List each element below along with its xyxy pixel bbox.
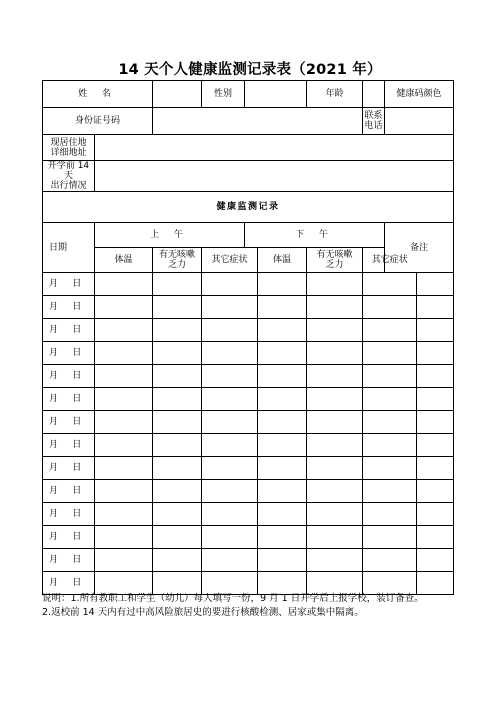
morning-header: 上 午	[95, 223, 245, 248]
morning-cough-cell[interactable]	[153, 411, 202, 434]
table-row	[43, 365, 454, 388]
day-date-cell[interactable]: 月 日	[43, 319, 95, 342]
day-date-cell[interactable]: 月 日	[43, 503, 95, 526]
morning-other-cell[interactable]	[202, 503, 258, 526]
table-row	[43, 434, 454, 457]
afternoon-header: 下 午	[245, 223, 385, 248]
afternoon-cough-header-line2: 乏力	[325, 260, 344, 270]
morning-other-cell[interactable]	[202, 411, 258, 434]
day-date-cell[interactable]: 月 日	[43, 434, 95, 457]
afternoon-other-cell[interactable]	[363, 434, 417, 457]
day-date-cell[interactable]: 月 日	[43, 526, 95, 549]
afternoon-other-header: 其它症状	[363, 248, 417, 273]
remark-cell[interactable]	[417, 503, 454, 526]
health-monitoring-table	[42, 80, 454, 595]
remark-cell[interactable]	[417, 296, 454, 319]
name-label: 姓 名	[43, 81, 153, 108]
afternoon-other-cell[interactable]	[363, 549, 417, 572]
afternoon-temp-cell[interactable]	[258, 434, 307, 457]
section-title: 健康监测记录	[43, 192, 454, 223]
afternoon-cough-cell[interactable]	[307, 388, 363, 411]
remark-cell[interactable]	[417, 457, 454, 480]
remark-cell[interactable]	[417, 526, 454, 549]
afternoon-cough-header-line1: 有无咳嗽	[316, 250, 353, 260]
morning-other-cell[interactable]	[202, 434, 258, 457]
address-label-line1: 现居住地	[50, 137, 87, 148]
afternoon-cough-cell[interactable]	[307, 296, 363, 319]
afternoon-temp-cell[interactable]	[258, 342, 307, 365]
morning-other-cell[interactable]	[202, 457, 258, 480]
contact-phone-field[interactable]	[385, 108, 454, 135]
morning-temp-cell[interactable]	[95, 503, 153, 526]
afternoon-cough-cell[interactable]	[307, 480, 363, 503]
contact-phone-label-line1: 联系	[364, 111, 383, 121]
table-row	[43, 319, 454, 342]
morning-cough-cell[interactable]	[153, 549, 202, 572]
table-row	[43, 273, 454, 296]
afternoon-other-cell[interactable]	[363, 457, 417, 480]
afternoon-cough-cell[interactable]	[307, 411, 363, 434]
morning-temp-cell[interactable]	[95, 388, 153, 411]
note-line-1: 说明：1.所有教职工和学生（幼儿）每人填写一份，9 月 1 日开学后上报学校，装订备查。	[42, 593, 424, 604]
remark-cell[interactable]	[417, 434, 454, 457]
morning-other-cell[interactable]	[202, 296, 258, 319]
afternoon-temp-cell[interactable]	[258, 365, 307, 388]
address-label	[43, 135, 95, 161]
gender-field[interactable]	[245, 81, 307, 108]
afternoon-temp-cell[interactable]	[258, 296, 307, 319]
day-date-cell[interactable]: 月 日	[43, 549, 95, 572]
morning-other-cell[interactable]	[202, 526, 258, 549]
morning-other-cell[interactable]	[202, 273, 258, 296]
morning-temp-cell[interactable]	[95, 434, 153, 457]
morning-cough-cell[interactable]	[153, 480, 202, 503]
morning-temp-cell[interactable]	[95, 411, 153, 434]
remark-cell[interactable]	[417, 411, 454, 434]
afternoon-cough-cell[interactable]	[307, 342, 363, 365]
afternoon-other-cell[interactable]	[363, 273, 417, 296]
note-line-2: 2.返校前 14 天内有过中高风险旅居史的要进行核酸检测、居家或集中隔离。	[42, 607, 364, 618]
day-date-cell[interactable]: 月 日	[43, 388, 95, 411]
day-date-cell[interactable]: 月 日	[43, 480, 95, 503]
afternoon-temp-cell[interactable]	[258, 273, 307, 296]
morning-cough-cell[interactable]	[153, 388, 202, 411]
afternoon-cough-cell[interactable]	[307, 503, 363, 526]
remark-cell[interactable]	[417, 319, 454, 342]
form-title: 14 天个人健康监测记录表（2021 年）	[118, 62, 382, 78]
morning-other-cell[interactable]	[202, 319, 258, 342]
afternoon-other-cell[interactable]	[363, 411, 417, 434]
table-row	[43, 526, 454, 549]
morning-temp-cell[interactable]	[95, 273, 153, 296]
day-date-cell[interactable]: 月 日	[43, 365, 95, 388]
remark-cell[interactable]	[417, 273, 454, 296]
morning-other-cell[interactable]	[202, 549, 258, 572]
morning-temp-cell[interactable]	[95, 526, 153, 549]
morning-cough-header-line1: 有无咳嗽	[158, 250, 195, 260]
morning-cough-header	[153, 248, 202, 273]
afternoon-temp-cell[interactable]	[258, 388, 307, 411]
afternoon-temp-cell[interactable]	[258, 480, 307, 503]
name-field[interactable]	[153, 81, 202, 108]
table-row	[43, 480, 454, 503]
age-field[interactable]	[363, 81, 385, 108]
remark-cell[interactable]	[417, 342, 454, 365]
notes	[42, 592, 462, 620]
travel-label-line2: 出行情况	[50, 181, 87, 191]
afternoon-cough-cell[interactable]	[307, 549, 363, 572]
gender-label: 性别	[202, 81, 245, 108]
day-date-cell[interactable]: 月 日	[43, 273, 95, 296]
remark-cell[interactable]	[417, 480, 454, 503]
afternoon-temp-cell[interactable]	[258, 549, 307, 572]
id-number-label: 身份证号码	[43, 108, 153, 135]
afternoon-cough-cell[interactable]	[307, 434, 363, 457]
morning-cough-cell[interactable]	[153, 503, 202, 526]
remark-header: 备注	[385, 223, 454, 273]
day-date-cell[interactable]: 月 日	[43, 342, 95, 365]
morning-temp-cell[interactable]	[95, 365, 153, 388]
morning-cough-cell[interactable]	[153, 526, 202, 549]
day-date-cell[interactable]: 月 日	[43, 296, 95, 319]
travel-label-line1: 开学前 14 天	[47, 161, 90, 181]
date-header: 日期	[43, 223, 95, 273]
afternoon-cough-cell[interactable]	[307, 273, 363, 296]
address-label-line2: 详细地址	[50, 147, 87, 158]
health-code-label: 健康码颜色	[385, 81, 454, 108]
morning-other-cell[interactable]	[202, 480, 258, 503]
afternoon-cough-header	[307, 248, 363, 273]
table-row	[43, 296, 454, 319]
morning-cough-cell[interactable]	[153, 342, 202, 365]
remark-cell[interactable]	[417, 549, 454, 572]
table-row	[43, 411, 454, 434]
afternoon-other-cell[interactable]	[363, 480, 417, 503]
afternoon-other-cell[interactable]	[363, 296, 417, 319]
morning-temp-cell[interactable]	[95, 342, 153, 365]
morning-cough-cell[interactable]	[153, 457, 202, 480]
morning-cough-cell[interactable]	[153, 296, 202, 319]
table-row	[43, 342, 454, 365]
morning-temp-cell[interactable]	[95, 480, 153, 503]
afternoon-other-cell[interactable]	[363, 503, 417, 526]
afternoon-other-cell[interactable]	[363, 526, 417, 549]
afternoon-temp-header: 体温	[258, 248, 307, 273]
afternoon-other-cell[interactable]	[363, 319, 417, 342]
afternoon-other-cell[interactable]	[363, 342, 417, 365]
morning-other-header: 其它症状	[202, 248, 258, 273]
address-field[interactable]	[95, 135, 454, 161]
day-date-cell[interactable]: 月 日	[43, 572, 95, 595]
morning-temp-cell[interactable]	[95, 549, 153, 572]
afternoon-temp-cell[interactable]	[258, 503, 307, 526]
morning-cough-cell[interactable]	[153, 434, 202, 457]
travel-label	[43, 161, 95, 192]
afternoon-temp-cell[interactable]	[258, 411, 307, 434]
morning-temp-cell[interactable]	[95, 457, 153, 480]
id-number-field[interactable]	[153, 108, 363, 135]
morning-temp-cell[interactable]	[95, 296, 153, 319]
day-rows	[43, 273, 454, 595]
table-row	[43, 549, 454, 572]
morning-cough-header-line2: 乏力	[167, 260, 186, 270]
day-date-cell[interactable]: 月 日	[43, 411, 95, 434]
table-row	[43, 503, 454, 526]
afternoon-other-cell[interactable]	[363, 388, 417, 411]
remark-cell[interactable]	[417, 388, 454, 411]
afternoon-cough-cell[interactable]	[307, 319, 363, 342]
age-label: 年龄	[307, 81, 363, 108]
morning-cough-cell[interactable]	[153, 365, 202, 388]
afternoon-temp-cell[interactable]	[258, 319, 307, 342]
morning-other-cell[interactable]	[202, 342, 258, 365]
afternoon-other-cell[interactable]	[363, 365, 417, 388]
contact-phone-label-line2: 电话	[364, 121, 383, 131]
morning-other-cell[interactable]	[202, 365, 258, 388]
morning-temp-header: 体温	[95, 248, 153, 273]
travel-field[interactable]	[95, 161, 454, 192]
afternoon-temp-cell[interactable]	[258, 526, 307, 549]
afternoon-cough-cell[interactable]	[307, 457, 363, 480]
morning-temp-cell[interactable]	[95, 319, 153, 342]
day-date-cell[interactable]: 月 日	[43, 457, 95, 480]
afternoon-temp-cell[interactable]	[258, 457, 307, 480]
morning-cough-cell[interactable]	[153, 319, 202, 342]
afternoon-cough-cell[interactable]	[307, 365, 363, 388]
contact-phone-label	[363, 108, 385, 135]
table-row	[43, 388, 454, 411]
morning-cough-cell[interactable]	[153, 273, 202, 296]
remark-cell[interactable]	[417, 365, 454, 388]
afternoon-cough-cell[interactable]	[307, 526, 363, 549]
morning-other-cell[interactable]	[202, 388, 258, 411]
table-row	[43, 457, 454, 480]
